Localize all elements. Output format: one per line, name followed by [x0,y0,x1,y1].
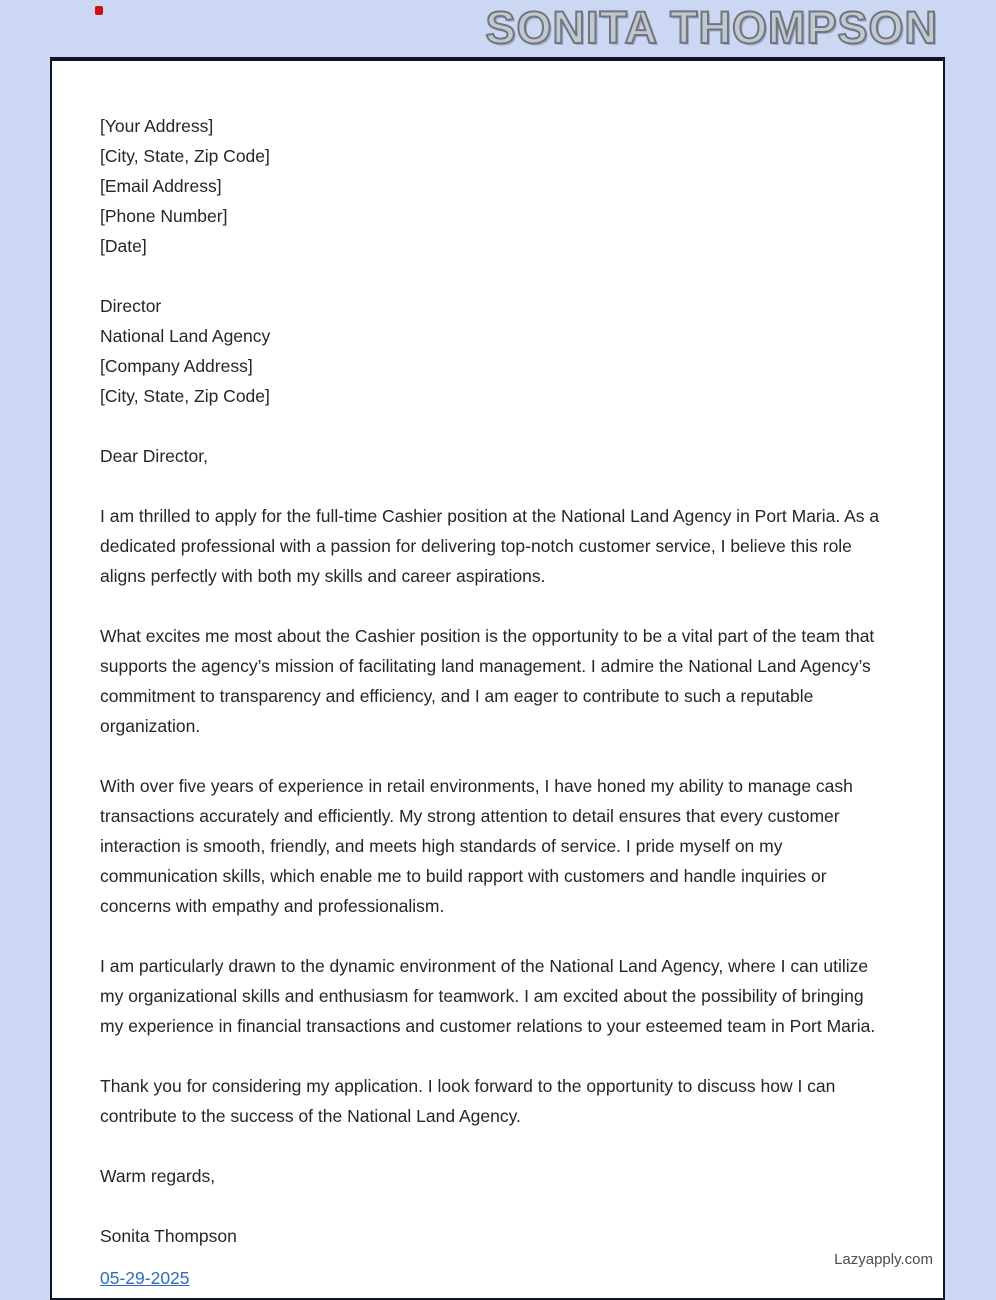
letter-body [52,61,943,1293]
date-link[interactable]: 05-29-2025 [100,1268,190,1288]
watermark: Lazyapply.com [834,1251,933,1268]
sender-city-line: [City, State, Zip Code] [100,146,270,166]
sender-address-line: [Your Address] [100,116,214,136]
paragraph-fit: I am particularly drawn to the dynamic environment of the National Land Agency, where I can utilize my organizational skills and enthusiasm for teamwork. I am excited about the possibility of bringing my experience in financial transactions and customer relations to your esteemed team in Port Maria. [100,956,876,1036]
recipient-company-line: National Land Agency [100,326,271,346]
page-title: SONITA THOMPSON [485,2,938,53]
recipient-title-line: Director [100,296,162,316]
letter-page [50,57,945,1300]
paragraph-intro: I am thrilled to apply for the full-time Cashier position at the National Land Agency in Port Maria. As a dedicated professional with a passion for delivering top-notch customer service, I believe this role aligns perfectly with both my skills and career aspirations. [100,506,880,586]
sender-block [100,111,888,261]
red-mark-icon [95,6,103,15]
paragraph-motivation: What excites me most about the Cashier position is the opportunity to be a vital part of the team that supports the agency’s mission of facilitating land management. I admire the National Land Agency’s commitment to transparency and efficiency, and I am eager to contribute to such a reputable organization. [100,626,875,736]
sender-phone-line: [Phone Number] [100,206,228,226]
recipient-address-line: [Company Address] [100,356,253,376]
paragraph-thanks: Thank you for considering my application. I look forward to the opportunity to discuss how I can contribute to the success of the National Land Agency. [100,1076,836,1126]
signature: Sonita Thompson [100,1226,237,1246]
sender-date-line: [Date] [100,236,147,256]
sender-email-line: [Email Address] [100,176,222,196]
closing: Warm regards, [100,1166,216,1186]
paragraph-experience: With over five years of experience in retail environments, I have honed my ability to manage cash transactions accurately and efficiently. My strong attention to detail ensures that every customer interaction is smooth, friendly, and meets high standards of service. I pride myself on my communication skills, which enable me to build rapport with customers and handle inquiries or concerns with empathy and professionalism. [100,776,853,916]
recipient-city-line: [City, State, Zip Code] [100,386,270,406]
salutation: Dear Director, [100,446,208,466]
recipient-block [100,291,888,411]
